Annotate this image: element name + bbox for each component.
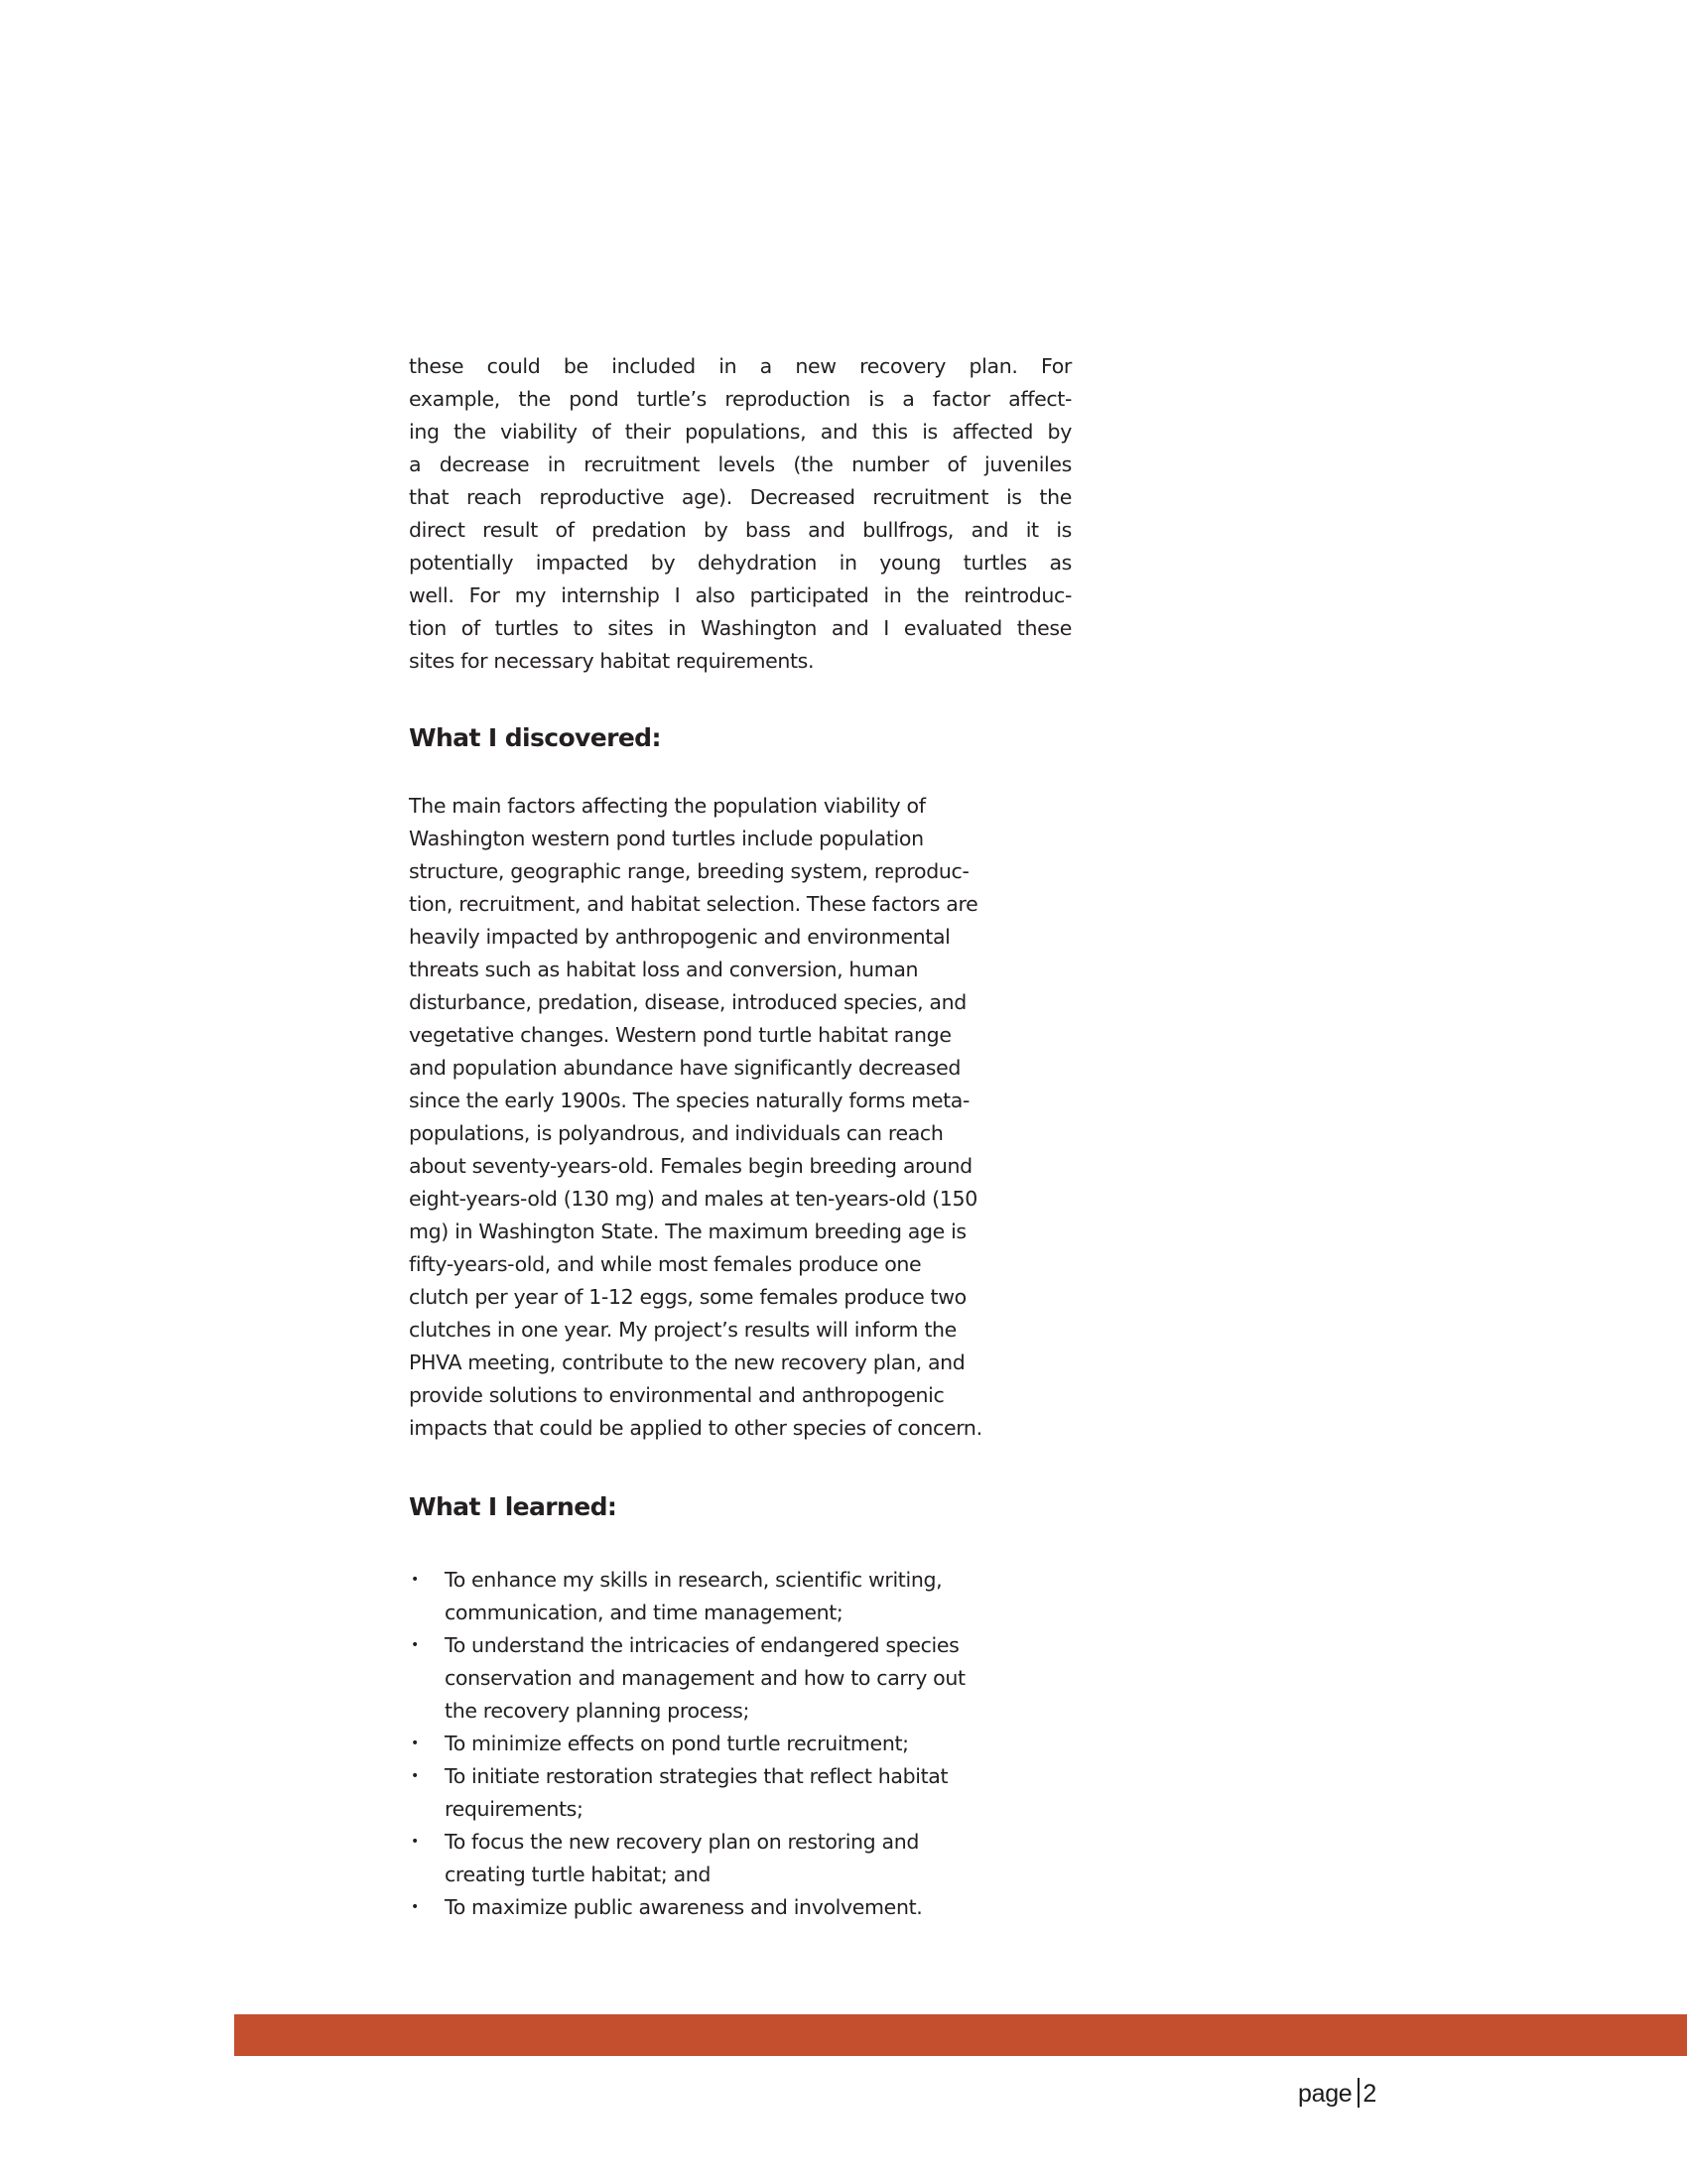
list-item xyxy=(409,1728,1072,1760)
text-line: well. For my internship I also participated in the reintroduc- xyxy=(409,583,1072,607)
text-line: ing the viability of their populations, and this is affected by xyxy=(409,420,1072,444)
text-line: To enhance my skills in research, scientific writing, xyxy=(445,1568,943,1592)
bullet-icon: • xyxy=(411,1572,419,1588)
text-line: a decrease in recruitment levels (the number of juveniles xyxy=(409,452,1072,476)
section-heading-learned: What I learned: xyxy=(409,1492,617,1521)
list-item xyxy=(409,1826,1072,1891)
text-line: about seventy-years-old. Females begin breeding around xyxy=(409,1154,973,1178)
text-line: To initiate restoration strategies that reflect habitat xyxy=(445,1764,949,1788)
text-line: clutch per year of 1-12 eggs, some females produce two xyxy=(409,1285,967,1309)
text-line: clutches in one year. My project’s results will inform the xyxy=(409,1318,957,1342)
page-number-label xyxy=(1298,2078,1376,2109)
list-item xyxy=(409,1629,1072,1728)
text-line: impacts that could be applied to other species of concern. xyxy=(409,1416,982,1440)
text-line: vegetative changes. Western pond turtle habitat range xyxy=(409,1023,952,1047)
text-line: To understand the intricacies of endangered species xyxy=(445,1633,960,1657)
text-line: threats such as habitat loss and conversion, human xyxy=(409,958,919,981)
page-word: page xyxy=(1298,2080,1353,2108)
list-item xyxy=(409,1564,1072,1629)
text-line: To focus the new recovery plan on restoring and xyxy=(445,1830,920,1854)
text-line: tion, recruitment, and habitat selection. These factors are xyxy=(409,892,978,916)
text-line: tion of turtles to sites in Washington and I evaluated these xyxy=(409,616,1072,640)
discovered-paragraph xyxy=(409,790,1072,1445)
bullet-icon: • xyxy=(411,1768,419,1784)
text-line: PHVA meeting, contribute to the new recovery plan, and xyxy=(409,1350,966,1374)
text-line: and population abundance have significantly decreased xyxy=(409,1056,962,1080)
text-line: Washington western pond turtles include population xyxy=(409,827,924,850)
text-line: that reach reproductive age). Decreased recruitment is the xyxy=(409,485,1072,509)
text-line: fifty-years-old, and while most females produce one xyxy=(409,1252,922,1276)
text-line: sites for necessary habitat requirements. xyxy=(409,649,815,673)
text-line: structure, geographic range, breeding system, reproduc- xyxy=(409,859,970,883)
section-heading-discovered: What I discovered: xyxy=(409,723,661,752)
text-line: The main factors affecting the population viability of xyxy=(409,794,926,818)
text-line: communication, and time management; xyxy=(445,1601,844,1624)
text-line: To minimize effects on pond turtle recruitment; xyxy=(445,1732,909,1755)
text-line: potentially impacted by dehydration in young turtles as xyxy=(409,551,1072,575)
text-line: populations, is polyandrous, and individuals can reach xyxy=(409,1121,944,1145)
text-line: example, the pond turtle’s reproduction is a factor affect- xyxy=(409,387,1072,411)
bullet-icon: • xyxy=(411,1735,419,1751)
text-line: creating turtle habitat; and xyxy=(445,1863,712,1886)
text-line: To maximize public awareness and involvement. xyxy=(445,1895,923,1919)
text-line: eight-years-old (130 mg) and males at ten-years-old (150 xyxy=(409,1187,977,1211)
text-line: provide solutions to environmental and anthropogenic xyxy=(409,1383,945,1407)
page-separator xyxy=(1358,2078,1360,2108)
text-line: disturbance, predation, disease, introduced species, and xyxy=(409,990,967,1014)
text-line: direct result of predation by bass and bullfrogs, and it is xyxy=(409,518,1072,542)
text-line: these could be included in a new recovery plan. For xyxy=(409,354,1072,378)
list-item xyxy=(409,1891,1072,1924)
text-line: the recovery planning process; xyxy=(445,1699,750,1723)
bullet-icon: • xyxy=(411,1834,419,1850)
bullet-icon: • xyxy=(411,1637,419,1653)
learned-list xyxy=(409,1564,1072,1924)
list-item xyxy=(409,1760,1072,1826)
footer-accent-bar xyxy=(234,2014,1687,2056)
text-line: since the early 1900s. The species naturally forms meta- xyxy=(409,1089,971,1112)
text-line: heavily impacted by anthropogenic and environmental xyxy=(409,925,951,949)
page-number: 2 xyxy=(1363,2080,1377,2108)
bullet-icon: • xyxy=(411,1899,419,1915)
text-line: mg) in Washington State. The maximum breeding age is xyxy=(409,1220,967,1243)
intro-paragraph xyxy=(409,350,1072,678)
text-line: requirements; xyxy=(445,1797,584,1821)
text-line: conservation and management and how to carry out xyxy=(445,1666,966,1690)
